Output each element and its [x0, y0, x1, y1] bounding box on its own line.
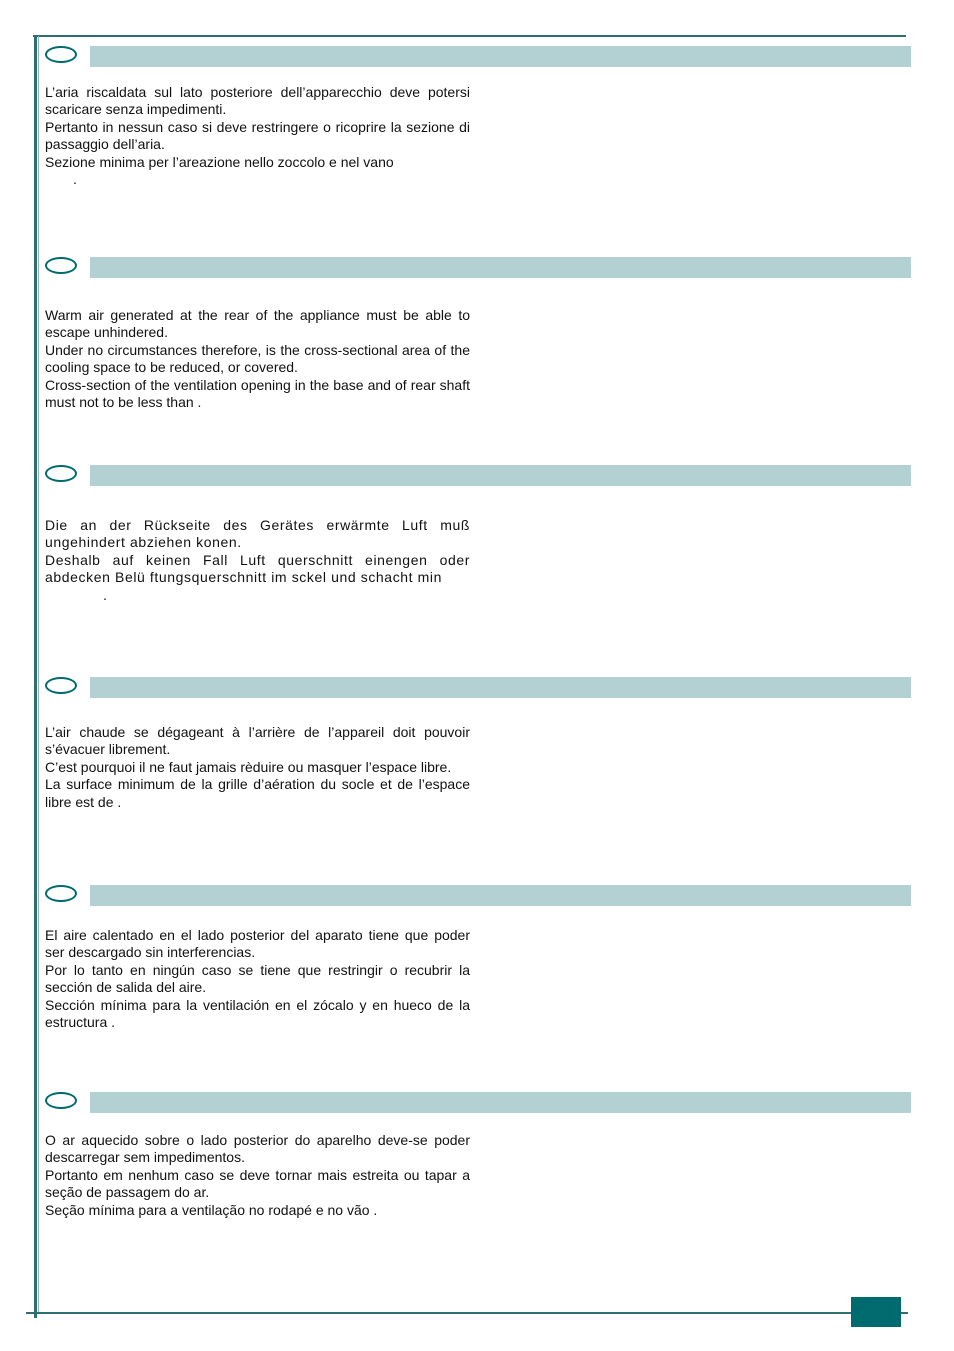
section-header-bar [90, 885, 911, 906]
paragraph: O ar aquecido sobre o lado posterior do aparelho deve-se poder descarregar sem impedimentos. [45, 1132, 470, 1166]
section-body [45, 84, 470, 188]
left-border [34, 36, 37, 1318]
page-number-tab [851, 1297, 901, 1327]
paragraph: Sezione minima per l’areazione nello zoccolo e nel vano [45, 153, 394, 170]
paragraph: Cross-section of the ventilation opening in the base and of rear shaft must not to be less than . [45, 376, 470, 411]
paragraph: Die an der Rückseite des Gerätes erwärmte Luft muß ungehindert abziehen konen. [45, 517, 470, 551]
paragraph: Warm air generated at the rear of the appliance must be able to escape unhindered. [45, 307, 470, 341]
paragraph: . [73, 171, 77, 188]
paragraph: Portanto em nenhum caso se deve tornar mais estreita ou tapar a seção de passagem do ar. [45, 1166, 470, 1201]
section-body [45, 724, 470, 811]
paragraph: C’est pourquoi il ne faut jamais rèduire ou masquer l’espace libre. [45, 758, 452, 775]
language-badge-icon [45, 885, 77, 902]
paragraph: Under no circumstances therefore, is the cross-sectional area of the cooling space to be reduced, or covered. [45, 341, 470, 376]
section-header-bar [90, 465, 911, 486]
paragraph: . [103, 586, 108, 603]
section-header-bar [90, 1092, 911, 1113]
paragraph: Pertanto in nessun caso si deve restringere o ricoprire la sezione di passaggio dell’aria. [45, 118, 470, 153]
language-badge-icon [45, 46, 77, 63]
language-badge-icon [45, 257, 77, 274]
bottom-border [26, 1312, 908, 1314]
section-header-bar [90, 257, 911, 278]
paragraph: Seção mínima para a ventilação no rodapé e no vão . [45, 1201, 378, 1218]
left-border-inner [38, 36, 39, 1312]
section-body [45, 517, 470, 604]
section-body [45, 1132, 470, 1219]
language-badge-icon [45, 1092, 77, 1109]
paragraph: Sección mínima para la ventilación en el zócalo y en hueco de la estructura . [45, 996, 470, 1031]
section-body [45, 307, 470, 411]
section-header-bar [90, 677, 911, 698]
language-badge-icon [45, 465, 77, 482]
paragraph: El aire calentado en el lado posterior del aparato tiene que poder ser descargado sin interferencias. [45, 927, 470, 961]
paragraph: L’aria riscaldata sul lato posteriore dell’apparecchio deve potersi scaricare senza impedimenti. [45, 84, 470, 118]
paragraph: L’air chaude se dégageant à l’arrière de l’appareil doit pouvoir s’évacuer librement. [45, 724, 470, 758]
section-header-bar [90, 46, 911, 67]
language-badge-icon [45, 677, 77, 694]
section-body [45, 927, 470, 1031]
top-border [33, 35, 906, 37]
paragraph: Deshalb auf keinen Fall Luft querschnitt einengen oder abdecken Belü ftungsquerschnitt im sckel und schacht min [45, 551, 470, 586]
paragraph: La surface minimum de la grille d’aération du socle et de l’espace libre est de . [45, 776, 470, 810]
paragraph: Por lo tanto en ningún caso se tiene que restringir o recubrir la sección de salida del aire. [45, 961, 470, 996]
